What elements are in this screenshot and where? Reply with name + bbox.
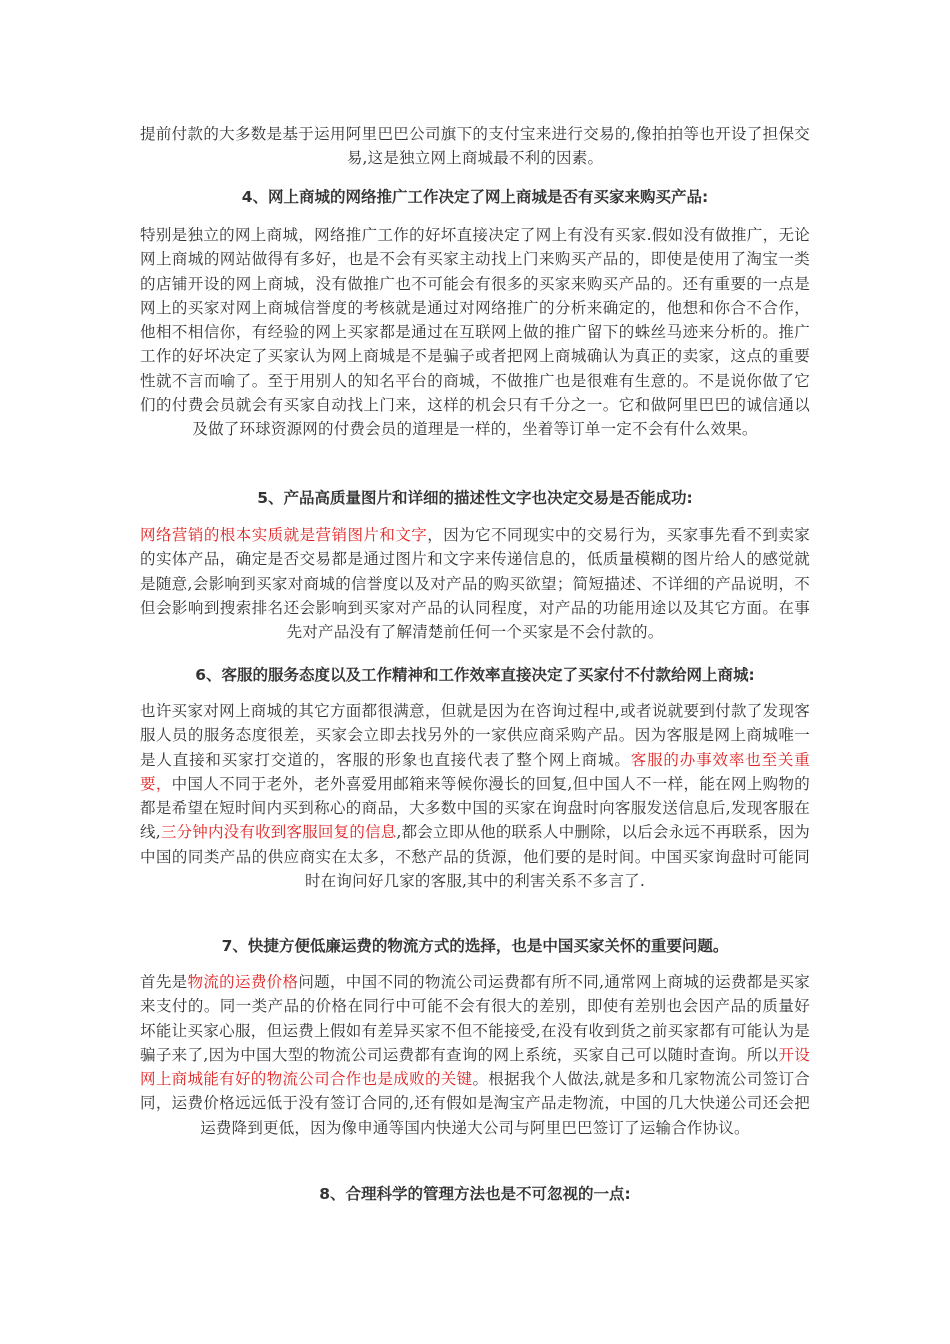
section-6-highlight-2: 三分钟内没有收到客服回复的信息 xyxy=(160,823,397,842)
section-7-heading: 7、快捷方便低廉运费的物流方式的选择，也是中国买家关怀的重要问题。 xyxy=(221,937,729,955)
intro-paragraph xyxy=(140,122,810,171)
section-6-highlight-1: 客服的办事效率也至关重要， xyxy=(140,750,810,793)
section-6-text-1: 也许买家对网上商城的其它方面都很满意，但就是因为在咨询过程中,或者说就要到付款了发现客服人员的服务态度很差，买家会立即去找另外的一家供应商采购产品。因为客服是网上商城唯一是人直接和买家打交道的，客服的形象也直接代表了整个网上商城。 xyxy=(140,702,810,769)
section-4-heading: 4、网上商城的网络推广工作决定了网上商城是否有买家来购买产品: xyxy=(241,188,709,206)
section-5-paragraph xyxy=(140,523,810,644)
section-7-text-2: 问题，中国不同的物流公司运费都有所不同,通常网上商城的运费都是买家来支付的。同一类产品的价格在同行中可能不会有很大的差别，即使有差别也会因产品的质量好坏能让买家心服，但运费上假如有差异买家不但不能接受,在没有收到货之前买家都有可能认为是骗子来了,因为中国大型的物流公司运费都有查询的网上系统，买家自己可以随时查询。所以 xyxy=(140,973,810,1064)
section-7-highlight-2: 开设网上商城能有好的物流公司合作也是成败的关键 xyxy=(140,1045,810,1089)
section-4-text: 特别是独立的网上商城，网络推广工作的好坏直接决定了网上有没有买家.假如没有做推广，无论网上商城的网站做得有多好，也是不会有买家主动找上门来购买产品的，即使是使用了淘宝一类的店铺开设的网上商城，没有做推广也不可能会有很多的买家来购买产品的。还有重要的一点是网上的买家对网上商城信誉度的考核就是通过对网络推广的分析来确定的，他想和你合不合作，他相不相信你，有经验的网上买家都是通过在互联网上做的推广留下的蛛丝马迹来分析的。推广工作的好坏决定了买家认为网上商城是不是骗子或者把网上商城确认为真正的卖家，这点的重要性就不言而喻了。至于用别人的知名平台的商城，不做推广也是很难有生意的。不是说你做了它们的付费会员就会有买家自动找上门来，这样的机会只有千分之一。它和做阿里巴巴的诚信通以及做了环球资源网的付费会员的道理是一样的，坐着等订单一定不会有什么效果。 xyxy=(140,226,810,439)
section-7-text-1: 首先是 xyxy=(140,973,188,991)
section-4-paragraph xyxy=(140,223,810,442)
section-8-heading: 8、合理科学的管理方法也是不可忽视的一点: xyxy=(319,1185,631,1203)
section-5-text: ，因为它不同现实中的交易行为，买家事先看不到卖家的实体产品，确定是否交易都是通过图片和文字来传递信息的，低质量模糊的图片给人的感觉就是随意,会影响到买家对商城的信誉度以及对产品的购买欲望；简短描述、不详细的产品说明，不但会影响到搜索排名还会影响到买家对产品的认同程度，对产品的功能用途以及其它方面。在事先对产品没有了解清楚前任何一个买家是不会付款的。 xyxy=(140,526,810,642)
intro-text: 提前付款的大多数是基于运用阿里巴巴公司旗下的支付宝来进行交易的,像拍拍等也开设了担保交易,这是独立网上商城最不利的因素。 xyxy=(140,125,810,168)
section-6-paragraph xyxy=(140,699,810,893)
section-6-text-3: ,都会立即从他的联系人中删除，以后会永远不再联系，因为中国的同类产品的供应商实在太多，不愁产品的货源，他们要的是时间。中国买家询盘时可能同时在询问好几家的客服,其中的利害关系不多言了. xyxy=(140,823,810,891)
section-6-text-2: 中国人不同于老外，老外喜爱用邮箱来等候你漫长的回复,但中国人不一样，能在网上购物的都是希望在短时间内买到称心的商品，大多数中国的买家在询盘时向客服发送信息后,发现客服在线, xyxy=(140,774,810,842)
section-5-highlight: 网络营销的根本实质就是营销图片和文字 xyxy=(140,526,428,544)
section-7-paragraph xyxy=(140,970,810,1140)
section-7-highlight-1: 物流的运费价格 xyxy=(187,973,299,991)
section-7-text-3: 。根据我个人做法,就是多和几家物流公司签订合同，运费价格远远低于没有签订合同的,还有假如是淘宝产品走物流，中国的几大快递公司还会把运费降到更低，因为像申通等国内快递大公司与阿里巴巴签订了运输合作协议。 xyxy=(140,1070,810,1137)
section-5-heading: 5、产品高质量图片和详细的描述性文字也决定交易是否能成功: xyxy=(257,489,693,507)
section-6-heading: 6、客服的服务态度以及工作精神和工作效率直接决定了买家付不付款给网上商城: xyxy=(195,666,755,684)
